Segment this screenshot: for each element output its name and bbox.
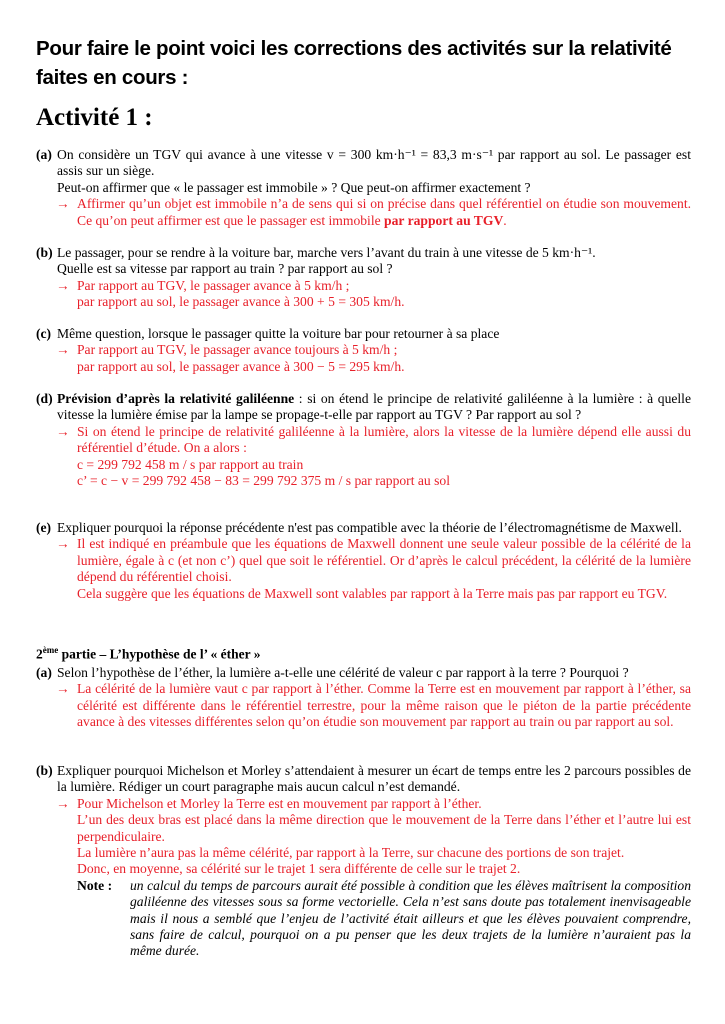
- answer-d: → Si on étend le principe de relativité galiléenne à la lumière, alors la vitesse de la lumière dépend elle aussi du référentiel d’étude. On a alors : c = 299 792 458 m / s par rapport au train c’ = c − v = 299 792 458 − 83 = 299 792 375 m / s par rapport au sol: [56, 423, 691, 489]
- equation: c = 299 792 458 m / s par rapport au train: [77, 456, 304, 472]
- note-label: Note: [77, 877, 105, 893]
- question-label: (c): [36, 326, 52, 341]
- note: Note : un calcul du temps de parcours aurait été possible à condition que les élèves maîtrisent la composition galiléenne des vitesses sous sa forme vectorielle. Cela n’est sans doute pas totalement inenvisageable mais il nous a semblé que l’enjeu de l’activité était ailleurs et que les élèves pouvaient comprendre, sans faire de calcul, pourquoi on a pu penser que les deux trajets de la lumière n’auraient pas la même durée.: [77, 877, 691, 959]
- question-text: Expliquer pourquoi la réponse précédente n'est pas compatible avec la théorie de l’électromagnétisme de Maxwell.: [57, 520, 682, 535]
- arrow-icon: →: [56, 795, 70, 811]
- question-label: (a): [36, 147, 52, 162]
- part2-question-b: [36, 763, 691, 960]
- question-text: Expliquer pourquoi Michelson et Morley s’attendaient à mesurer un écart de temps entre les 2 parcours possibles de la lumière. Rédiger un court paragraphe mais aucun calcul n’est demandé.: [57, 763, 691, 795]
- question-label: (b): [36, 763, 53, 778]
- arrow-icon: →: [56, 681, 70, 697]
- question-text-2: Peut-on affirmer que « le passager est immobile » ? Que peut-on affirmer exactement ?: [57, 179, 531, 195]
- question-label: (d): [36, 391, 53, 406]
- question-label: (b): [36, 245, 53, 260]
- question-c: [36, 326, 691, 375]
- answer-part2-a: → La célérité de la lumière vaut c par rapport à l’éther. Comme la Terre est en mouvement par rapport à l’éther, sa célérité est différente dans le référentiel terrestre, pour la même raison que le piéton de la partie précédente avance à des vitesses différentes selon qu’on étudie son mouvement par rapport au train ou par rapport au sol.: [56, 681, 691, 730]
- question-b: [36, 245, 691, 311]
- question-e: [36, 520, 691, 602]
- note-text: un calcul du temps de parcours aurait été possible à condition que les élèves maîtrisent la composition galiléenne des vitesses sous sa forme vectorielle. Cela n’est sans doute pas totalement inenvisageable mais il nous a semblé que l’enjeu de l’activité était ailleurs et que les élèves pouvaient comprendre, sans faire de calcul, pourquoi on a pu penser que les deux trajets de la lumière n’auraient pas la même durée.: [130, 877, 691, 959]
- answer-part2-b: → Pour Michelson et Morley la Terre est en mouvement par rapport à l’éther. L’un des deux bras est placé dans la même direction que le mouvement de la Terre dans l’éther et l’autre lui est perpendiculaire. La lumière n’aura pas la même célérité, par rapport à la Terre, sur chacune des portions de son trajet. Donc, en moyenne, sa célérité sur le trajet 1 sera différente de celle sur le trajet 2.: [56, 795, 691, 877]
- part2-question-a: [36, 665, 691, 731]
- question-label: (e): [36, 520, 52, 535]
- question-label: (a): [36, 665, 52, 680]
- answer-c: → Par rapport au TGV, le passager avance toujours à 5 km/h ; par rapport au sol, le passager avance à 300 − 5 = 295 km/h.: [56, 342, 405, 374]
- arrow-icon: →: [56, 196, 70, 212]
- arrow-icon: →: [56, 536, 70, 552]
- answer-a: → Affirmer qu’un objet est immobile n’a de sens qui si on précise dans quel référentiel on étudie son mouvement. Ce qu’on peut affirmer est que le passager est immobile par rapport au TGV.: [56, 196, 691, 228]
- answer-e: → Il est indiqué en préambule que les équations de Maxwell donnent une seule valeur possible de la célérité de la lumière, égale à c (et non c’) quel que soit le référentiel. Or d’après le calcul précédent, la célérité de la lumière dépend du référentiel choisi. Cela suggère que les équations de Maxwell sont valables par rapport à la Terre mais pas par rapport eu TGV.: [56, 536, 691, 601]
- activity-title: Activité 1 :: [36, 104, 153, 131]
- question-text-2: Quelle est sa vitesse par rapport au train ? par rapport au sol ?: [57, 261, 393, 277]
- emphasis: par rapport au TGV: [384, 212, 504, 228]
- question-heading: Prévision d’après la relativité galiléenne: [57, 391, 295, 406]
- page-title: Pour faire le point voici les corrections des activités sur la relativité faites en cours :: [36, 37, 672, 89]
- question-text: On considère un TGV qui avance à une vitesse v = 300 km·h⁻¹ = 83,3 m·s⁻¹ par rapport au sol. Le passager est assis sur un siège.: [57, 147, 691, 179]
- question-text: Le passager, pour se rendre à la voiture bar, marche vers l’avant du train à une vitesse de 5 km·h⁻¹.: [57, 245, 596, 260]
- question-text: : si on étend le principe de relativité galiléenne à la lumière : à quelle vitesse la lumière émise par la lampe se propage-t-elle par rapport au TGV ? Par rapport au sol ?: [57, 391, 691, 423]
- question-text: Selon l’hypothèse de l’éther, la lumière a-t-elle une célérité de valeur c par rapport à la terre ? Pourquoi ?: [57, 665, 629, 680]
- equation: c’ = c − v = 299 792 458 − 83 = 299 792 375 m / s par rapport au sol: [77, 473, 450, 489]
- arrow-icon: →: [56, 277, 70, 293]
- arrow-icon: →: [56, 423, 70, 439]
- arrow-icon: →: [56, 342, 70, 358]
- question-d: [36, 391, 691, 489]
- question-a: [36, 147, 691, 229]
- section-heading: 2ème partie – L’hypothèse de l’ « éther »: [36, 645, 261, 662]
- question-text: Même question, lorsque le passager quitte la voiture bar pour retourner à sa place: [57, 326, 500, 341]
- answer-b: → Par rapport au TGV, le passager avance à 5 km/h ; par rapport au sol, le passager avance à 300 + 5 = 305 km/h.: [56, 277, 405, 310]
